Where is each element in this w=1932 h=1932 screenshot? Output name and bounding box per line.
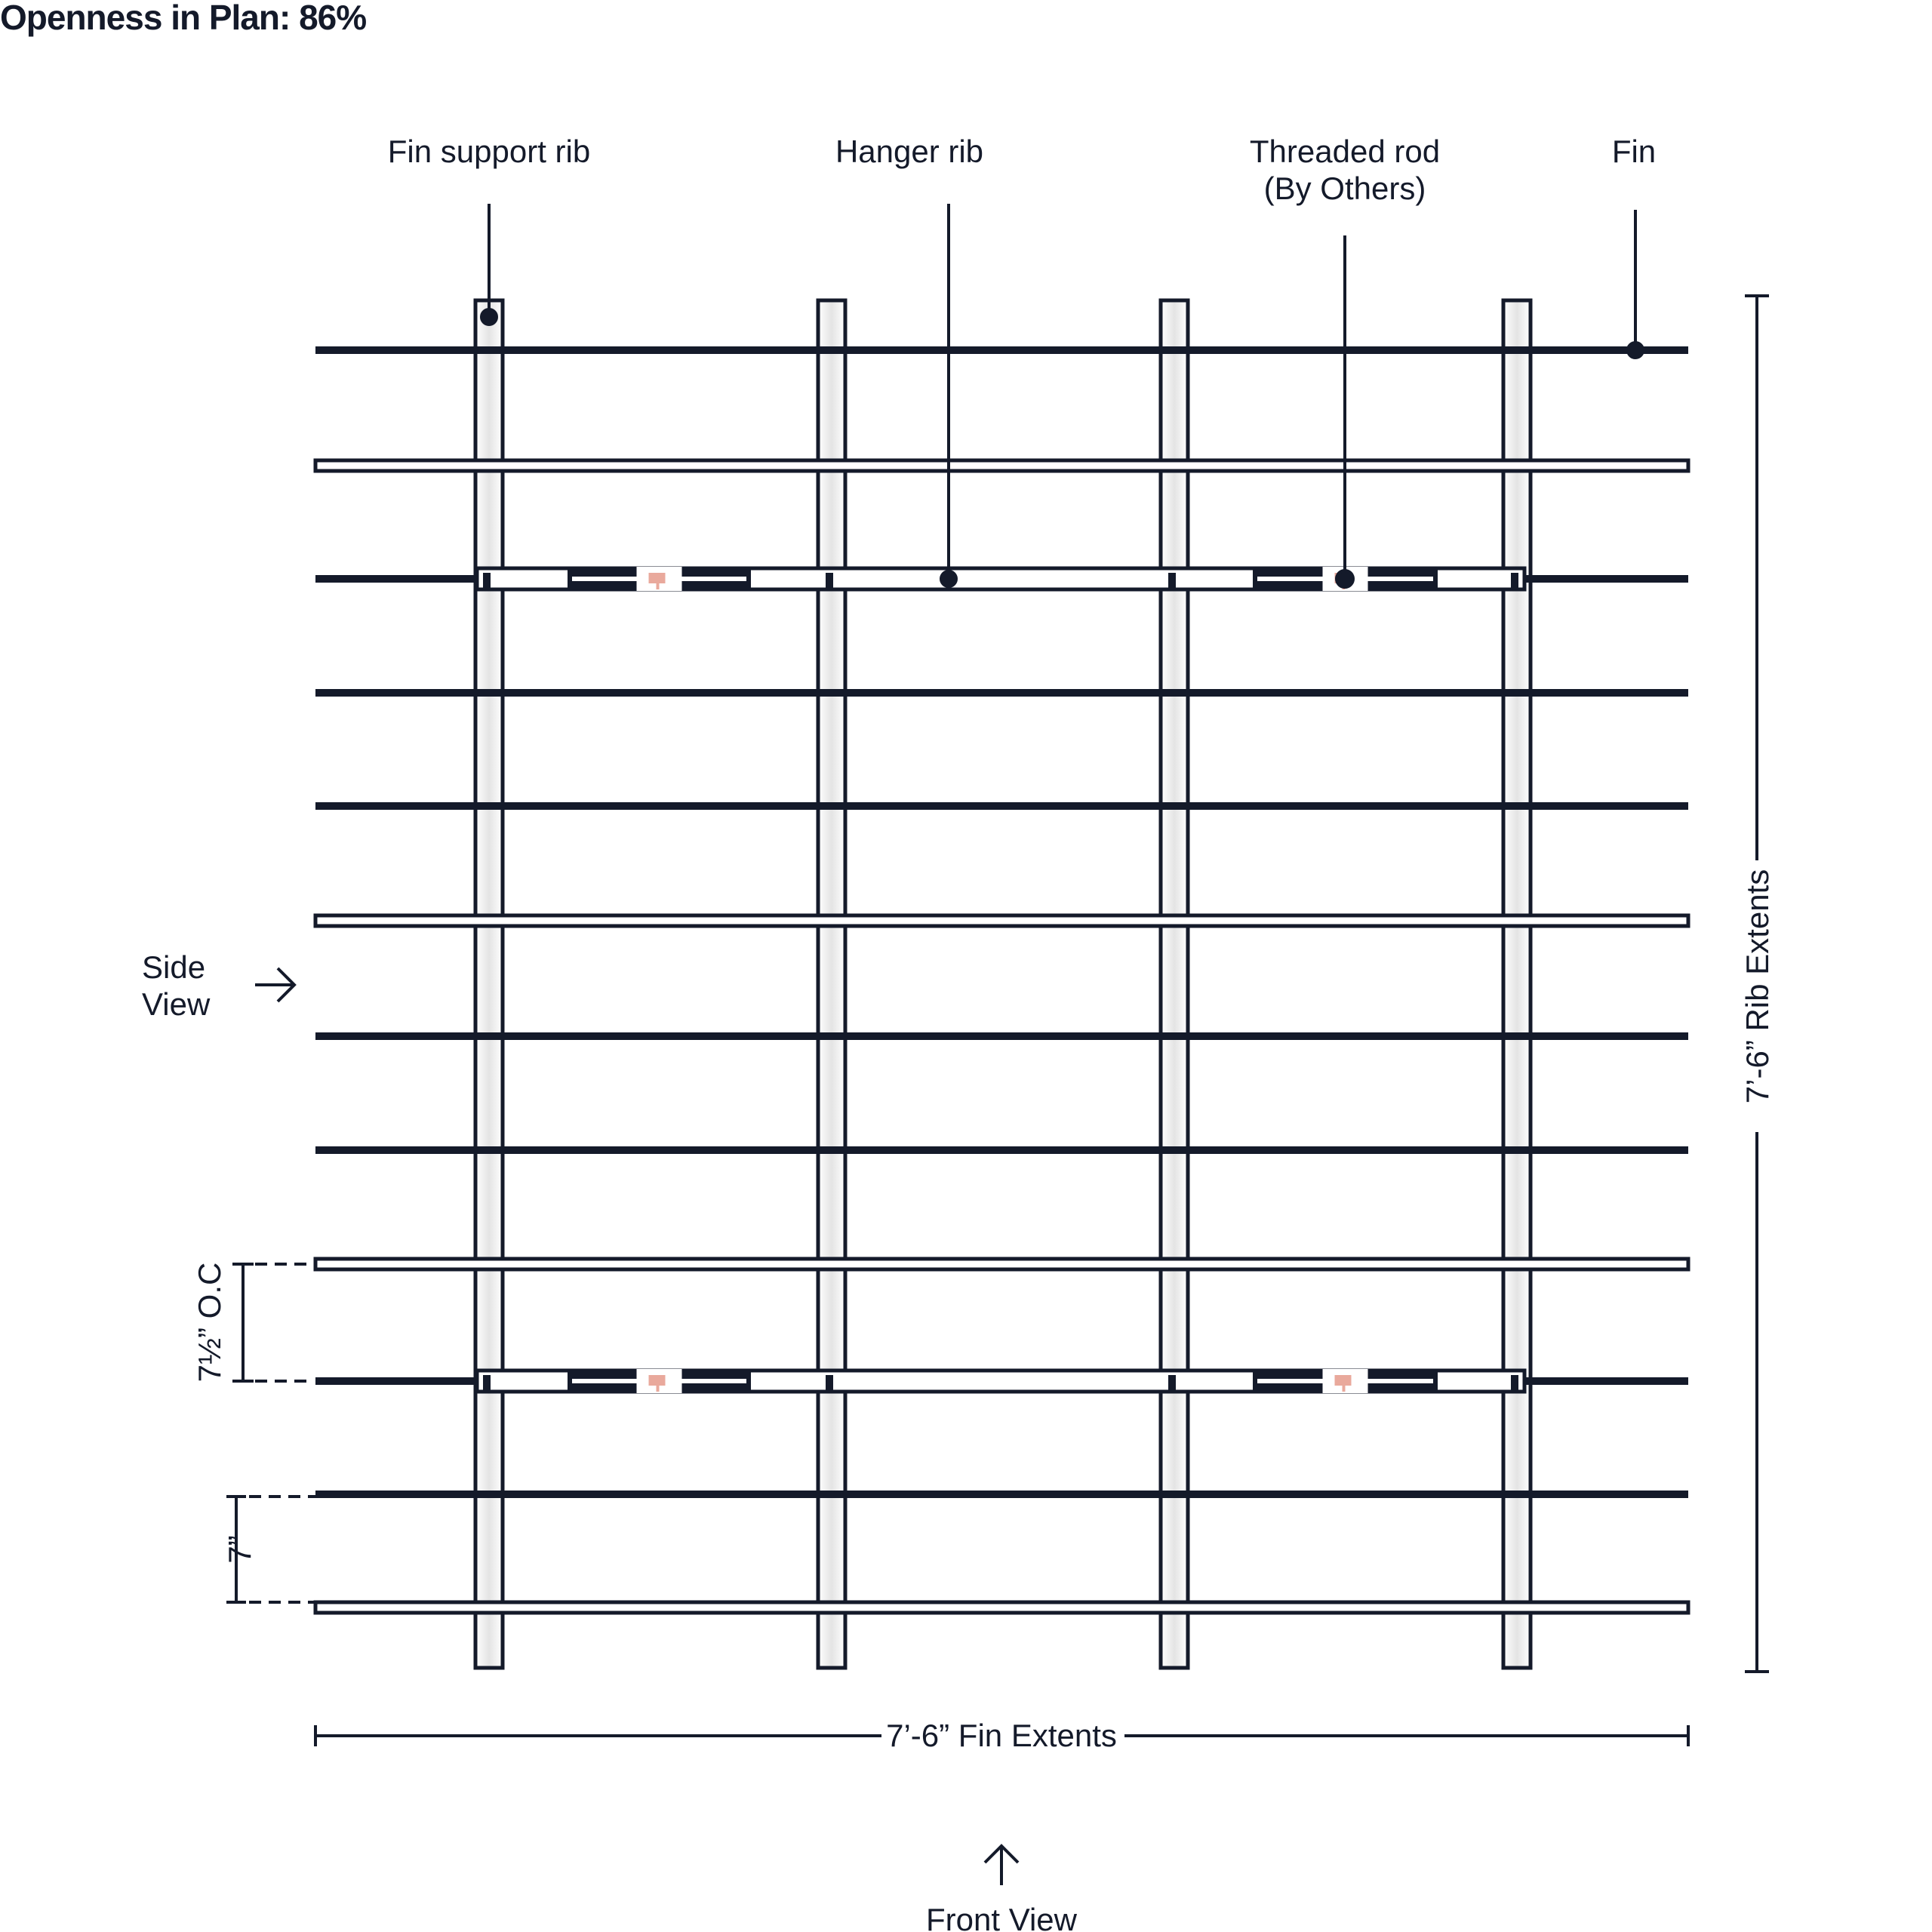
rib-notch-4 — [1511, 573, 1518, 589]
callouts — [481, 204, 1643, 587]
label-fin-support-rib: Fin support rib — [387, 134, 591, 169]
fin-10-left — [315, 1377, 478, 1385]
label-side-view-line1: Side — [142, 949, 206, 985]
threaded-rod-nut — [649, 1375, 666, 1386]
fin-1 — [315, 346, 1688, 354]
label-front-view: Front View — [926, 1902, 1077, 1932]
label-spacing-gap: 7” — [222, 1535, 257, 1564]
leader-dot-hanger-rib — [941, 571, 956, 586]
fin-support-rib-2 — [818, 300, 845, 1668]
rib-notch-3 — [1168, 573, 1176, 589]
fin-9 — [315, 1259, 1688, 1269]
label-threaded-rod-by-others: (By Others) — [1263, 171, 1426, 206]
fin-12 — [315, 1602, 1688, 1613]
label-side-view-line2: View — [142, 986, 211, 1022]
fin-support-rib-1 — [475, 300, 503, 1668]
front-view-arrow-icon — [985, 1846, 1018, 1885]
leader-dot-fin-support-rib — [481, 309, 497, 325]
label-threaded-rod: Threaded rod — [1249, 134, 1441, 169]
rib-notch-1 — [483, 1375, 491, 1392]
rib-notch-1 — [483, 573, 491, 589]
fin-3-left — [315, 575, 478, 583]
fin-4 — [315, 689, 1688, 697]
label-fin: Fin — [1611, 134, 1657, 169]
threaded-rod-stem — [1343, 1386, 1346, 1392]
leader-dot-threaded-rod — [1337, 571, 1353, 587]
dimension-spacing-oc — [232, 1264, 309, 1381]
fin-2 — [315, 460, 1688, 471]
label-hanger-rib: Hanger rib — [835, 134, 984, 169]
threaded-rod-nut — [1335, 1375, 1352, 1386]
hanger-rib-1 — [477, 567, 1524, 591]
rib-notch-3 — [1168, 1375, 1176, 1392]
fin-support-ribs — [475, 300, 1531, 1668]
threaded-rod-nut — [649, 573, 666, 583]
fin-8 — [315, 1146, 1688, 1154]
threaded-rod-stem — [657, 583, 660, 589]
fin-support-rib-3 — [1161, 300, 1188, 1668]
fin-6 — [315, 915, 1688, 926]
fin-support-rib-4 — [1503, 300, 1531, 1668]
rib-notch-2 — [826, 573, 833, 589]
hanger-rib-2 — [477, 1369, 1524, 1393]
fin-7 — [315, 1032, 1688, 1040]
rib-notch-4 — [1511, 1375, 1518, 1392]
label-fin-extents: 7’-6” Fin Extents — [886, 1718, 1117, 1753]
label-spacing-oc: 7½” O.C — [192, 1262, 227, 1383]
fin-10-right — [1524, 1377, 1688, 1385]
fin-3-right — [1524, 575, 1688, 583]
label-rib-extents: 7’-6” Rib Extents — [1740, 869, 1775, 1104]
leader-dot-fin — [1628, 343, 1643, 358]
page-title: Openness in Plan: 86% — [0, 0, 367, 37]
fin-5 — [315, 802, 1688, 810]
rib-notch-2 — [826, 1375, 833, 1392]
side-view-arrow-icon — [255, 968, 294, 1001]
fins — [315, 346, 1688, 1613]
threaded-rod-stem — [657, 1386, 660, 1392]
fin-11 — [315, 1491, 1688, 1498]
